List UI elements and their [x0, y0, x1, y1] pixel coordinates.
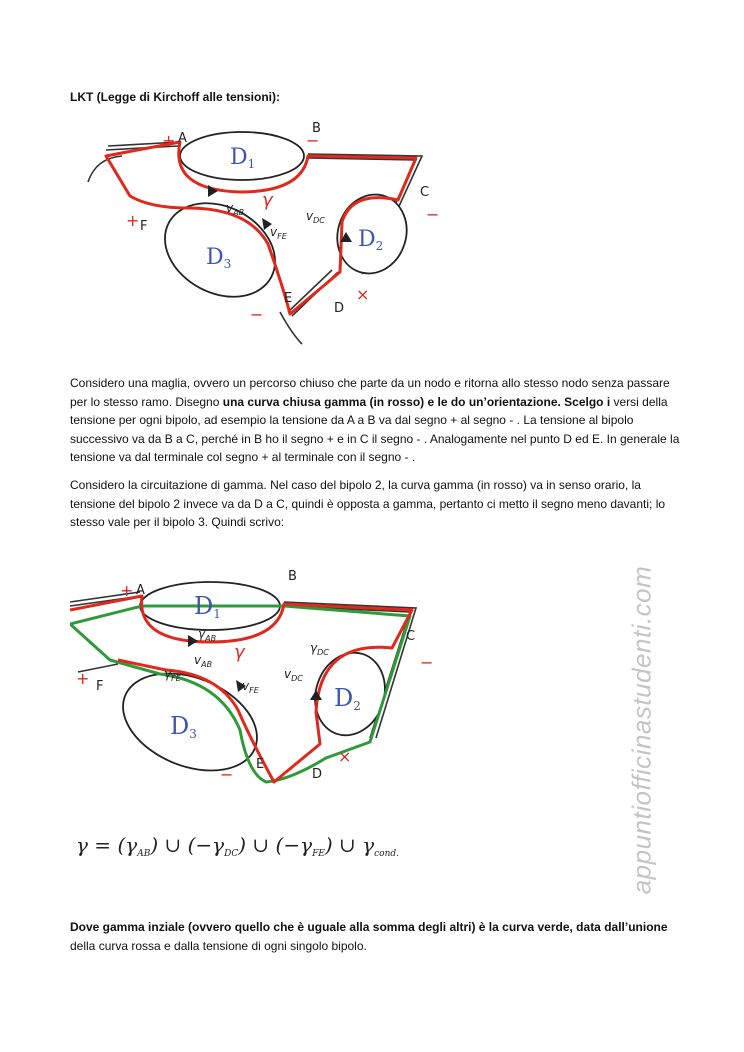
v-ab-label-2: $v_{AB}$ [194, 653, 213, 669]
paragraph-2: Considero la circuitazione di gamma. Nel caso del bipolo 2, la curva gamma (in rosso) va in senso orario, la tensione del bipolo 2 invece va da D a C, quindi è opposta a gamma, pertanto ci metto il segno meno davanti; lo stesso vale per il bipolo 3. Quindi scrivo: [70, 478, 666, 529]
gamma-label-2: γ [234, 642, 245, 663]
sign-plus-f-2: + [76, 669, 90, 688]
node-f-label: F [140, 219, 148, 234]
circuit-figure-2 [70, 562, 454, 794]
v-dc-label-2: $v_{DC}$ [284, 667, 303, 683]
g-fe-label: $\gamma_{FE}$ [164, 667, 181, 683]
bipole-d2-label: D2 [358, 227, 384, 253]
v-ab-label: $v_{AB}$ [226, 201, 245, 217]
node-e-label-2: E [256, 757, 265, 772]
v-dc-label: $v_{DC}$ [306, 209, 325, 225]
gamma-label: γ [262, 190, 273, 211]
svg-text:γ = (γAB) ∪ (−γDC) ∪ (−γFE) ∪: $\gamma = (\gamma_{AB})$ ∪ $(-\gamma_{DC})$ ∪ $(-\gamma_{FE})$ ∪ $\gamma_{cond.}$ [76, 833, 400, 859]
v-fe-label-2: $v_{FE}$ [242, 679, 259, 695]
node-a-label: A [178, 131, 187, 146]
sign-minus-b: − [306, 131, 320, 150]
sign-cross-d-2: × [338, 747, 352, 766]
bipole-d1-label-2: D1 [194, 592, 221, 621]
paragraph-1: Considero una maglia, ovvero un percorso chiuso che parte da un nodo e ritorna allo stesso nodo senza passare per lo stesso ramo. Disegno una curva chiusa gamma (in rosso) e le do un’orientazione. Scelgo i versi della tensione per ogni bipolo, ad esempio la tensione da A a B va dal segno + al segno - . La tensione al bipolo successivo va da B a C, perché in B ho il segno + e in C il segno - . Analogamente nel punto D ed E. In generale la tensione va dal terminale col segno + al terminale con il segno - . [70, 376, 680, 464]
bipole-d2-label-2: D2 [334, 684, 361, 713]
node-d-label: D [334, 301, 345, 316]
node-d-label-2: D [312, 767, 323, 782]
sign-minus-c-2: − [420, 653, 434, 672]
sign-minus-e-2: − [220, 765, 234, 784]
bipole-d3-label: D3 [206, 245, 232, 271]
circuit-figure-1 [70, 112, 450, 364]
handwritten-formula [70, 822, 400, 871]
node-c-label: C [420, 185, 430, 200]
node-e-label: E [284, 291, 293, 306]
node-a-label-2: A [136, 583, 145, 598]
sign-minus-e: − [250, 305, 264, 324]
v-fe-label: $v_{FE}$ [270, 225, 287, 241]
sign-plus-f: + [126, 211, 140, 230]
g-dc-label: $\gamma_{DC}$ [310, 641, 329, 657]
paragraph-3: Dove gamma inziale (ovvero quello che è uguale alla somma degli altri) è la curva verde, data dall’unione della curva rossa e dalla tensione di ogni singolo bipolo. [70, 920, 668, 953]
sign-plus-a-2: + [120, 581, 134, 600]
bipole-d3-label-2: D3 [170, 712, 197, 741]
node-c-label-2: C [406, 629, 416, 644]
page-heading: LKT (Legge di Kirchoff alle tensioni): [70, 90, 280, 104]
node-b-label-2: B [288, 569, 297, 584]
node-f-label-2: F [96, 679, 104, 694]
sign-minus-c: − [426, 205, 440, 224]
watermark: appuntiofficinastudenti.com [626, 565, 657, 895]
bipole-d1-label: D1 [230, 145, 256, 171]
g-ab-label: $\gamma_{AB}$ [198, 627, 217, 643]
sign-cross-d: × [356, 285, 370, 304]
sign-plus-a: + [162, 131, 176, 150]
node-b-label: B [312, 121, 321, 136]
